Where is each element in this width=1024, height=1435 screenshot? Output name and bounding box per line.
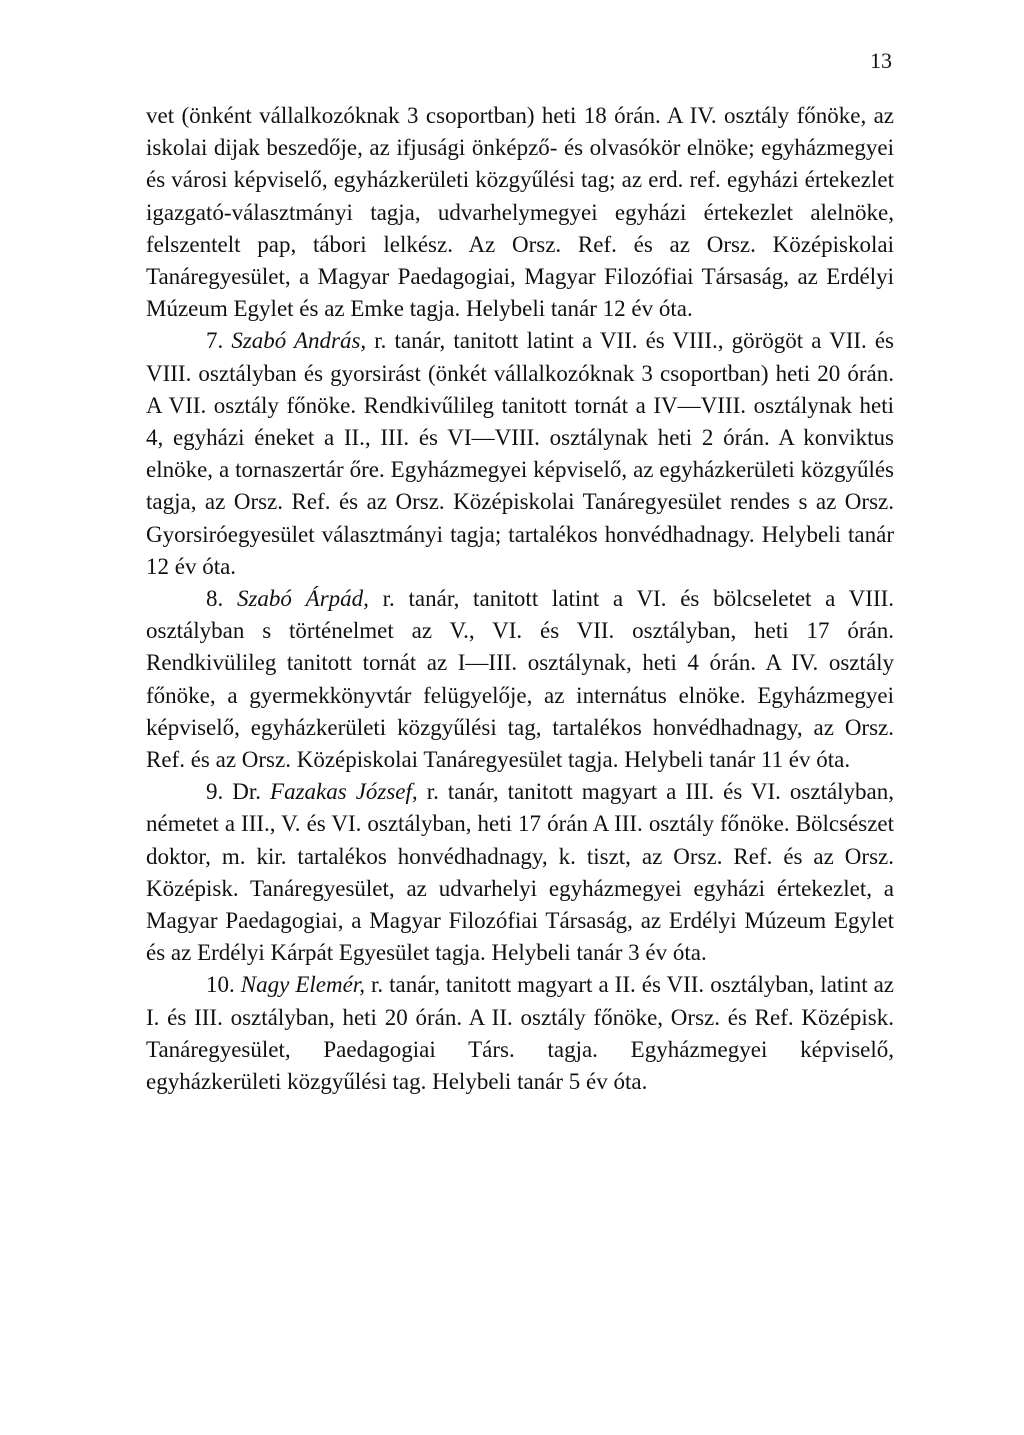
paragraph-text: r. tanár, tanitott latint a VI. és bölcseletet a VIII. osztályban s történelmet az V., VI. és VII. osztályban, heti 17 órán. Rendkivülileg tanitott tornát az I—III. osztálynak, heti 4 órán. A IV. osztály főnöke, a gyermekkönyvtár felügyelője, az internátus elnöke. Egyházmegyei képviselő, egyházkerületi közgyűlési tag, tartalékos honvédhadnagy, az Orsz. Ref. és az Orsz. Középiskolai Tanáregyesület tagja. Helybeli tanár 11 év óta. [146,586,895,773]
paragraph-entry-10 [146,969,894,1098]
page-number: 13 [870,48,892,73]
entry-number: 8. [206,586,224,612]
person-name: Szabó András, [231,328,367,354]
body-text [146,100,894,1098]
person-name: Nagy Elemér, [240,972,365,998]
paragraph-entry-8 [146,583,894,776]
entry-number: 10. [206,972,235,998]
paragraph-text: vet (önként vállalkozóknak 3 csoportban) heti 18 órán. A IV. osztály főnöke, az iskolai dijak beszedője, az ifjusági önképző- és olvasókör elnöke; egyházmegyei és városi képviselő, egyházkerületi közgyűlési tag; az erd. ref. egyházi értekezlet igazgató-választmányi tagja, udvarhelymegyei egyházi értekezlet alelnöke, felszentelt pap, tábori lelkész. Az Orsz. Ref. és az Orsz. Középiskolai Tanáregyesület, a Magyar Paedagogiai, Magyar Filozófiai Társaság, az Erdélyi Múzeum Egylet és az Emke tagja. Helybeli tanár 12 év óta. [146,103,894,322]
person-name: Szabó Árpád, [236,586,369,612]
paragraph-text: r. tanár, tanitott magyart a III. és VI. osztályban, németet a III., V. és VI. osztályban, heti 17 órán A III. osztály főnöke. Bölcsészet doktor, m. kir. tartalékos honvédhadnagy, k. tiszt, az Orsz. Ref. és az Orsz. Középisk. Tanáregyesület, az udvarhelyi egyházmegyei egyházi értekezlet, a Magyar Paedagogiai, a Magyar Filozófiai Társaság, az Erdélyi Múzeum Egylet és az Erdélyi Kárpát Egyesület tagja. Helybeli tanár 3 év óta. [146,779,895,966]
paragraph-entry-7 [146,325,894,583]
paragraph-entry-9 [146,776,894,969]
paragraph-continuation [146,100,894,325]
paragraph-text: r. tanár, tanitott latint a VII. és VIII., görögöt a VII. és VIII. osztályban és gyorsirást (önkét vállalkozóknak 3 csoportban) heti 20 órán. A VII. osztály főnöke. Rendkivűlileg tanitott tornát a IV—VIII. osztálynak heti 4, egyházi éneket a II., III. és VI—VIII. osztálynak heti 2 órán. A konviktus elnöke, a tornaszertár őre. Egyházmegyei képviselő, az egyházkerületi közgyűlés tagja, az Orsz. Ref. és az Orsz. Középiskolai Tanáregyesület rendes s az Orsz. Gyorsiróegyesület választmányi tagja; tartalékos honvédhadnagy. Helybeli tanár 12 év óta. [146,328,895,579]
entry-number: 7. [206,328,224,354]
entry-number: 9. Dr. [206,779,262,805]
paragraph-text: r. tanár, tanitott magyart a II. és VII. osztályban, latint az I. és III. osztályban, heti 20 órán. A II. osztály főnöke, Orsz. és Ref. Középisk. Tanáregyesület, Paedagogiai Társ. tagja. Egyházmegyei képviselő, egyházkerületi közgyűlési tag. Helybeli tanár 5 év óta. [146,972,895,1095]
person-name: Fazakas József, [270,779,418,805]
